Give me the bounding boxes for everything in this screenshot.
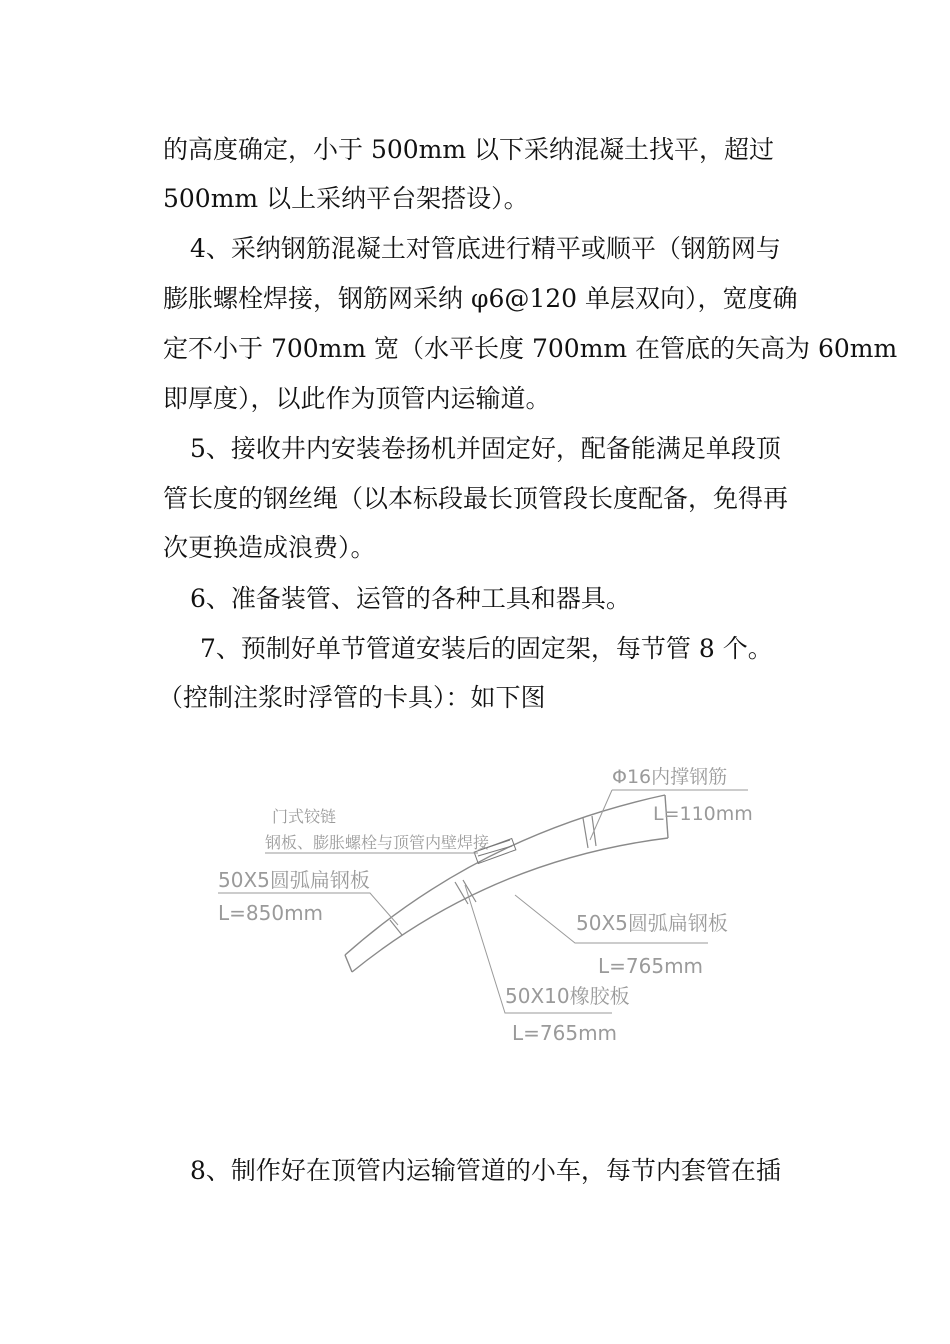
rebar-label: Φ16内撑钢筋 <box>612 766 728 788</box>
right-plate-label: 50X5圆弧扁钢板 <box>576 911 728 935</box>
paragraph-line: 500mm 以上采纳平台架搭设）。 <box>163 184 529 213</box>
rubber-label: 50X10橡胶板 <box>505 984 630 1008</box>
hinge-label: 门式铰链 <box>272 807 337 826</box>
left-plate-label: 50X5圆弧扁钢板 <box>218 868 370 892</box>
left-plate-length-label: L=850mm <box>218 901 324 925</box>
paragraph-line: 即厚度），以此作为顶管内运输道。 <box>163 384 551 413</box>
inner-arc <box>352 838 668 972</box>
joint-line <box>583 818 588 848</box>
paragraph-line: 5、接收井内安装卷扬机并固定好，配备能满足单段顶 <box>190 434 781 463</box>
paragraph-line: 膨胀螺栓焊接，钢筋网采纳 φ6@120 单层双向），宽度确 <box>163 284 798 313</box>
paragraph-line: 7、预制好单节管道安装后的固定架，每节管 8 个。 <box>200 634 773 663</box>
rebar-length-label: L=110mm <box>653 803 753 825</box>
rubber-length-label: L=765mm <box>512 1021 618 1045</box>
paragraph-line: 8、制作好在顶管内运输管道的小车，每节内套管在插 <box>190 1156 781 1185</box>
paragraph-line: （控制注浆时浮管的卡具）：如下图 <box>158 683 546 712</box>
fixing-bracket-diagram <box>200 750 760 1060</box>
right-plate-length-label: L=765mm <box>598 954 704 978</box>
paragraph-line: 管长度的钢丝绳（以本标段最长顶管段长度配备，免得再 <box>163 484 789 513</box>
paragraph-line: 6、准备装管、运管的各种工具和器具。 <box>190 584 631 613</box>
paragraph-line: 定不小于 700mm 宽（水平长度 700mm 在管底的矢高为 60mm <box>163 334 898 363</box>
weld-label: 钢板、膨胀螺栓与顶管内壁焊接 <box>265 833 490 852</box>
paragraph-line: 的高度确定，小于 500mm 以下采纳混凝土找平，超过 <box>163 135 775 164</box>
paragraph-line: 4、采纳钢筋混凝土对管底进行精平或顺平（钢筋网与 <box>190 234 781 263</box>
leader-line <box>590 790 612 840</box>
left-end-cap <box>345 955 352 972</box>
paragraph-line: 次更换造成浪费）。 <box>163 533 376 562</box>
